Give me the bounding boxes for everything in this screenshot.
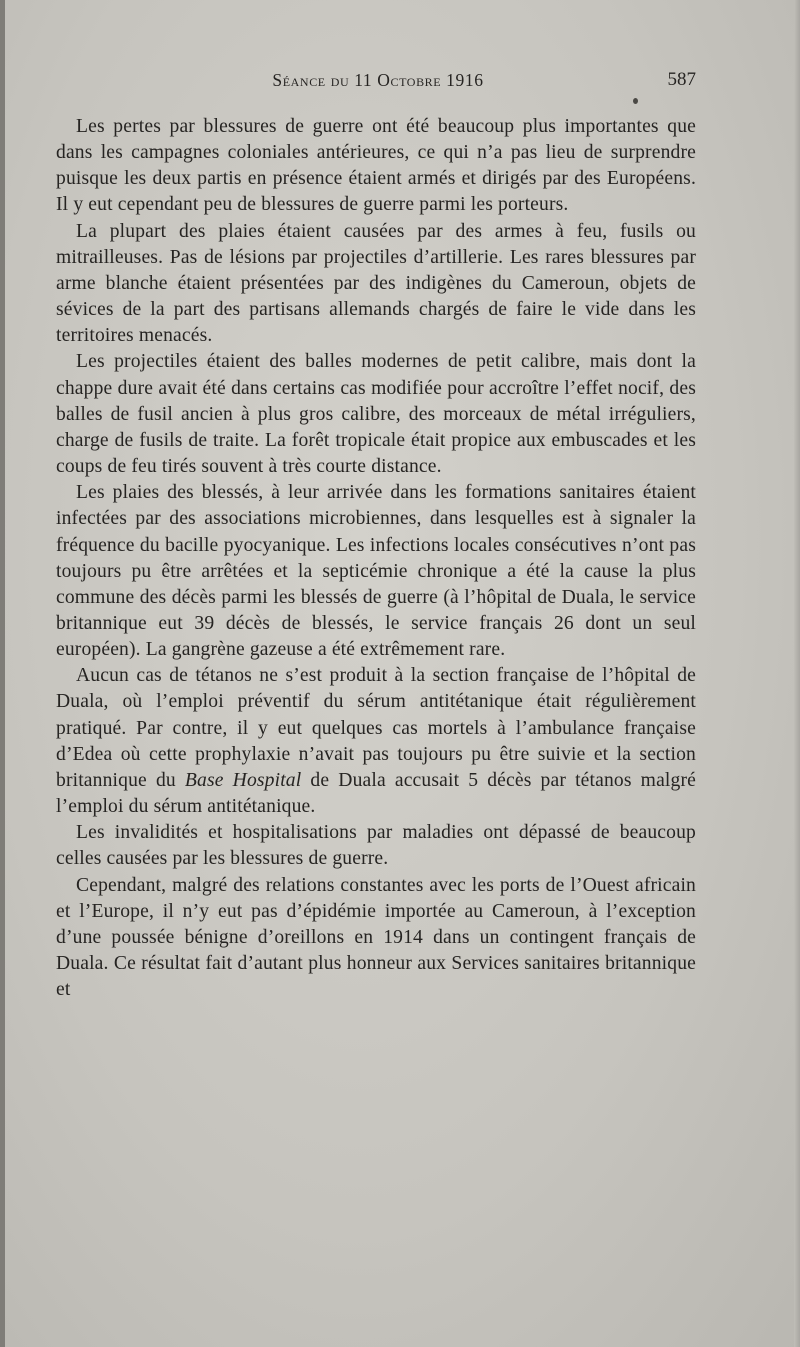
paragraph-war-wounds: Les pertes par blessures de guerre ont été beaucoup plus importantes que dans les campagnes coloniales antérieures, ce qui n’a pas lieu de surprendre puisque les deux partis en présence étaient armés et dirigés par des Européens. Il y eut cependant peu de blessures de guerre parmi les porteurs. [56,116,696,216]
page-binding-edge [0,0,5,1347]
paragraph-infections: Les plaies des blessés, à leur arrivée dans les formations sanitaires étaient infectées par des associations microbiennes, dans lesquelles est à signaler la fréquence du bacille pyocyanique. Les infections locales consécutives n’ont pas toujours pu être arrêtées et la septicémie chronique a été la cause la plus commune des décès parmi les blessés de guerre (à l’hôpital de Duala, le service britannique eut 39 décès de blessés, le service français 26 dont un seul européen). La gangrène gazeuse a été extrêmement rare. [56,482,696,661]
paragraph-firearm-wounds: La plupart des plaies étaient causées par des armes à feu, fusils ou mitrailleuses. Pas de lésions par projectiles d’artillerie. Les rares blessures par arme blanche étaient présentées par des indigènes du Cameroun, objets de sévices de la part des partisans allemands chargés de faire le vide dans les territoires menacés. [56,220,696,347]
page-fore-edge [794,0,800,1347]
ink-speck [633,98,638,104]
paragraph-projectiles: Les projectiles étaient des balles modernes de petit calibre, mais dont la chappe dure avait été dans certains cas modifiée pour accroître l’effet nocif, des balles de fusil ancien à plus gros calibre, des morceaux de métal irréguliers, charge de fusils de traite. La forêt tropicale était propice aux embuscades et les coups de feu tirés souvent à très courte distance. [56,351,696,478]
paragraph-invalidity: Les invalidités et hospitalisations par maladies ont dépassé de beaucoup celles causées par les blessures de guerre. [56,822,696,870]
paragraph-epidemics: Cependant, malgré des relations constantes avec les ports de l’Ouest africain et l’Europe, il n’y eut pas d’épidémie importée au Cameroun, à l’exception d’une poussée bénigne d’oreillons en 1914 dans un contingent français de Duala. Ce résultat fait d’autant plus honneur aux Services sanitaires britannique et [56,874,696,1001]
paragraph-tetanus [56,663,696,820]
tetanus-text-before: Aucun cas de tétanos ne s’est produit à la section française de l’hôpital de Duala, où l’emploi préventif du sérum antitétanique était régulièrement pratiqué. Par contre, il y eut quelques cas mortels à l’ambulance française d’Edea où cette prophylaxie n’avait pas toujours pu être suivie et la section britannique du [56,665,696,791]
page-number: 587 [667,69,696,90]
base-hospital-italic: Base Hospital [184,769,302,791]
tetanus-text-after: de Duala accusait 5 décès par tétanos malgré l’emploi du sérum antitétanique. [56,769,696,818]
running-title: Séance du 11 Octobre 1916 [272,70,484,90]
running-head [58,66,698,94]
body-text [56,114,696,1003]
